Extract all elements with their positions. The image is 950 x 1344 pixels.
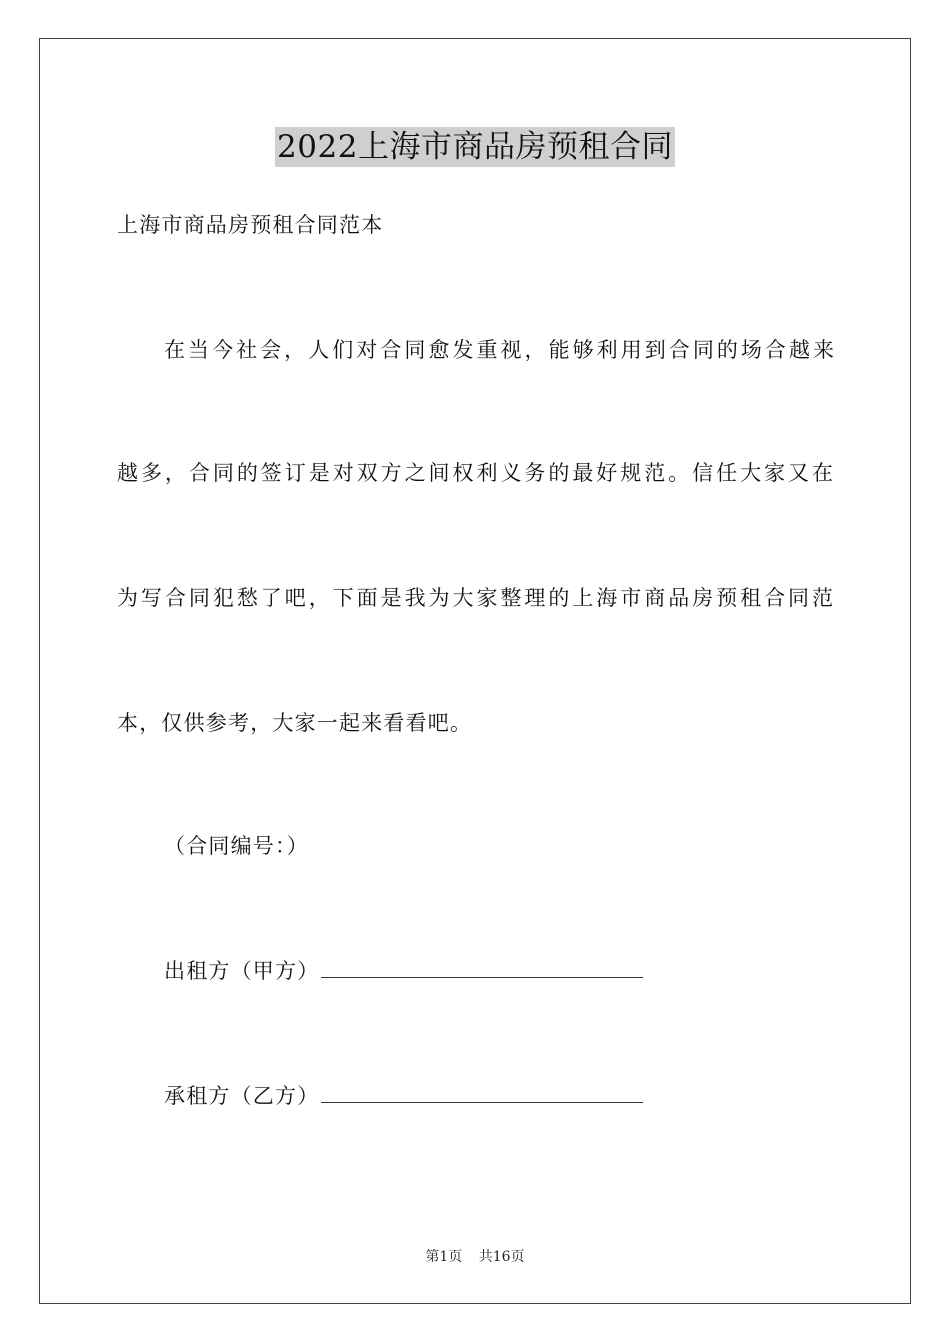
document-title: 2022上海市商品房预租合同 (277, 129, 673, 165)
lessee-label: 承租方（乙方） (164, 1084, 320, 1108)
paragraph-line-1: 在当今社会，人们对合同愈发重视，能够利用到合同的场合越来 (164, 338, 834, 362)
lessee-row (164, 1082, 643, 1110)
title-container (0, 127, 950, 167)
lessor-blank-line (321, 957, 643, 978)
paragraph-line-4: 本，仅供参考，大家一起来看看吧。 (117, 711, 473, 735)
lessor-row (164, 957, 643, 985)
paragraph-line-2: 越多，合同的签订是对双方之间权利义务的最好规范。信任大家又在 (117, 461, 833, 485)
paragraph-line-3: 为写合同犯愁了吧，下面是我为大家整理的上海市商品房预租合同范 (117, 586, 833, 610)
page-current: 第1页 (425, 1249, 463, 1265)
document-subtitle: 上海市商品房预租合同范本 (117, 213, 384, 237)
contract-number-label: （合同编号：） (164, 834, 309, 858)
page-total: 共16页 (478, 1249, 525, 1265)
lessor-label: 出租方（甲方） (164, 959, 320, 983)
lessee-blank-line (321, 1082, 643, 1103)
page-footer (0, 1248, 950, 1266)
